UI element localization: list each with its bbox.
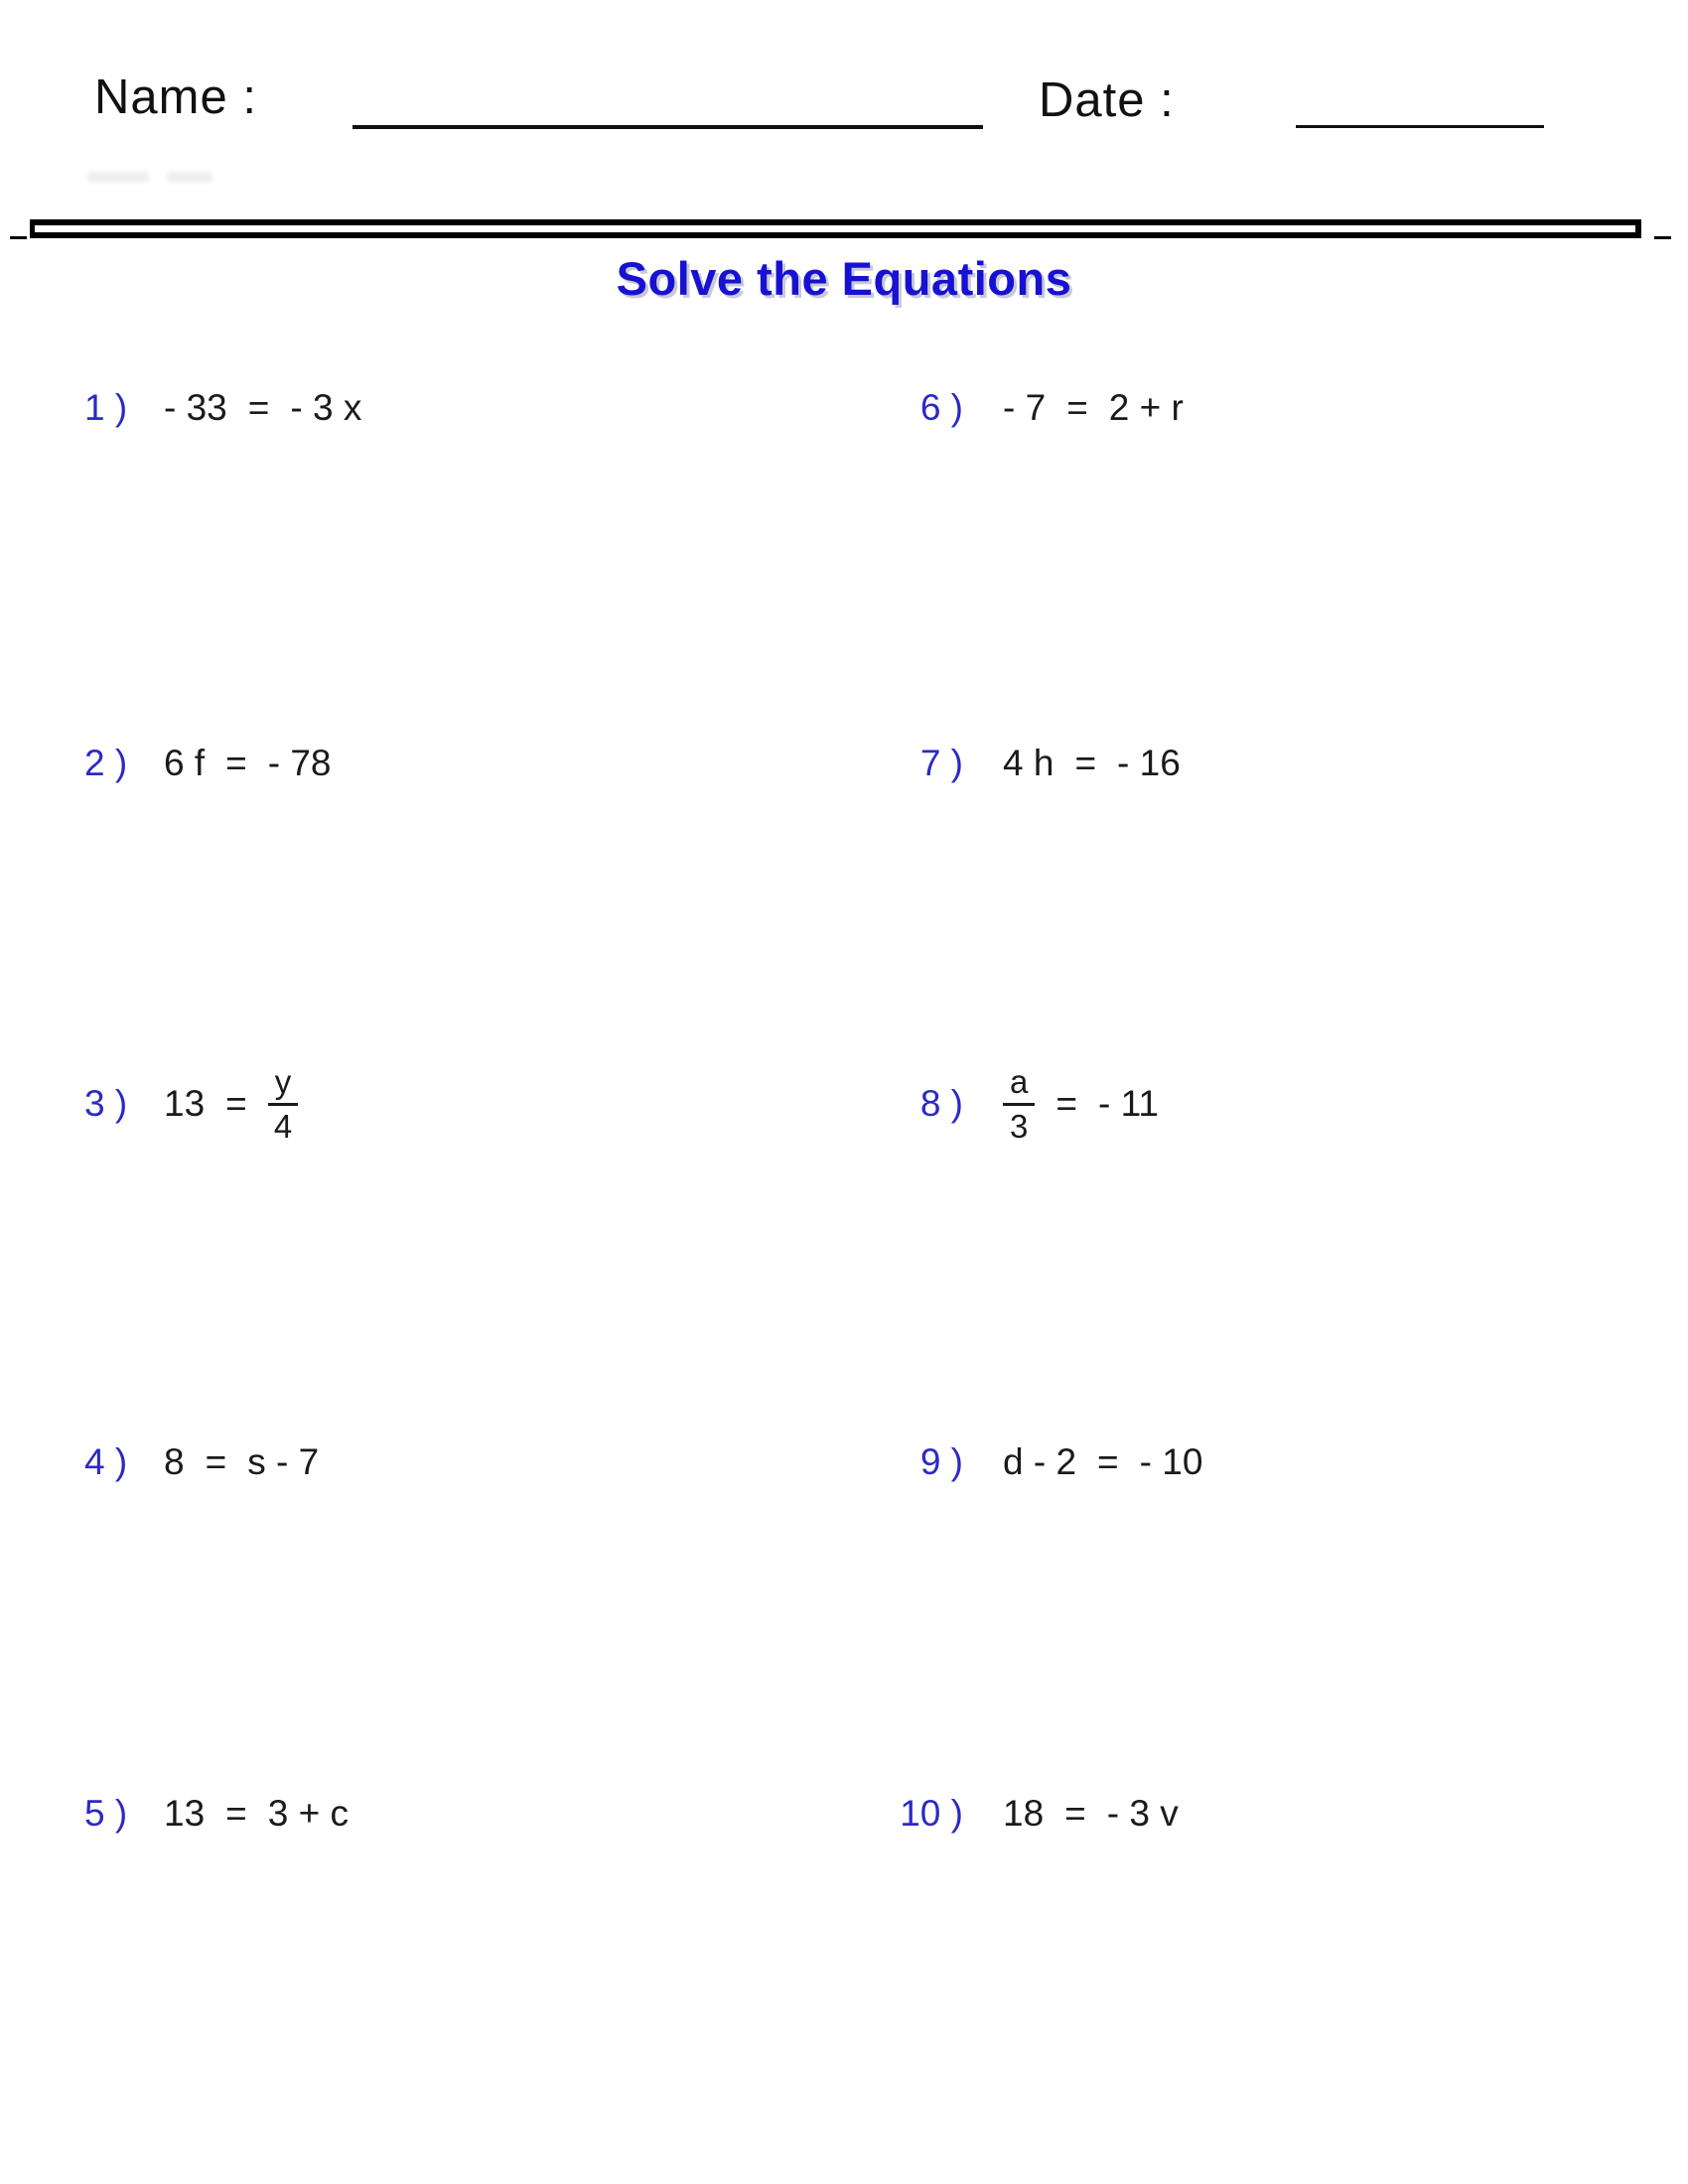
equation-lhs: d - 2 bbox=[1003, 1441, 1077, 1482]
fraction-numerator: y bbox=[268, 1064, 299, 1106]
fraction-numerator: a bbox=[1003, 1064, 1035, 1106]
fraction bbox=[1003, 1064, 1035, 1144]
equals-sign: = bbox=[225, 1793, 247, 1834]
equation-lhs: 6 f bbox=[164, 743, 206, 783]
equation-rhs: 2 + r bbox=[1108, 387, 1184, 428]
problem-2 bbox=[84, 743, 332, 784]
problem-9 bbox=[884, 1441, 1202, 1483]
problem-1 bbox=[84, 387, 361, 429]
problem-number: 3 ) bbox=[84, 1083, 128, 1125]
equals-sign: = bbox=[1066, 387, 1088, 428]
page-title: Solve the Equations bbox=[616, 252, 1072, 305]
equation-lhs: 8 bbox=[164, 1441, 185, 1482]
equation-rhs: - 78 bbox=[267, 743, 332, 783]
problem-7 bbox=[884, 743, 1181, 784]
equation-lhs: 18 bbox=[1003, 1793, 1045, 1834]
fraction-denominator: 3 bbox=[1010, 1107, 1029, 1145]
problem-3 bbox=[84, 1064, 298, 1144]
equals-sign: = bbox=[1074, 743, 1097, 783]
equals-sign: = bbox=[247, 387, 270, 428]
equals-sign: = bbox=[1097, 1441, 1119, 1482]
equation-rhs: - 11 bbox=[1097, 1083, 1159, 1125]
faint-smudge bbox=[87, 172, 149, 183]
problem-number: 6 ) bbox=[919, 387, 963, 428]
problem-number: 8 ) bbox=[919, 1083, 963, 1125]
separator-right-tick bbox=[1654, 236, 1671, 239]
equation-rhs: s - 7 bbox=[247, 1441, 320, 1482]
equation-lhs: 13 bbox=[164, 1083, 206, 1125]
separator-left-tick bbox=[10, 236, 27, 239]
equals-sign: = bbox=[225, 1083, 247, 1125]
name-label: Name : bbox=[94, 70, 257, 124]
problem-number: 4 ) bbox=[84, 1441, 128, 1482]
equals-sign: = bbox=[1055, 1083, 1077, 1125]
equation-rhs: - 10 bbox=[1139, 1441, 1203, 1482]
equals-sign: = bbox=[225, 743, 247, 783]
problem-number: 9 ) bbox=[919, 1441, 963, 1482]
equation-lhs: - 7 bbox=[1003, 387, 1047, 428]
equals-sign: = bbox=[1064, 1793, 1086, 1834]
equation-rhs: 3 + c bbox=[267, 1793, 350, 1834]
faint-smudge bbox=[167, 172, 212, 183]
problem-number: 1 ) bbox=[84, 387, 128, 428]
equals-sign: = bbox=[205, 1441, 227, 1482]
date-label: Date : bbox=[1039, 73, 1175, 127]
equation-lhs: 4 h bbox=[1003, 743, 1055, 783]
equation-lhs: - 33 bbox=[164, 387, 227, 428]
name-underline bbox=[352, 125, 983, 129]
problem-5 bbox=[84, 1793, 349, 1835]
problem-number: 5 ) bbox=[84, 1793, 128, 1834]
date-underline bbox=[1296, 125, 1544, 128]
problem-6 bbox=[884, 387, 1184, 429]
equation-rhs: - 3 x bbox=[290, 387, 362, 428]
fraction-denominator: 4 bbox=[273, 1107, 293, 1145]
problem-number: 2 ) bbox=[84, 743, 128, 783]
problem-number: 10 ) bbox=[900, 1793, 963, 1834]
equation-lhs: 13 bbox=[164, 1793, 206, 1834]
separator-rule bbox=[30, 219, 1641, 238]
problem-number: 7 ) bbox=[919, 743, 963, 783]
problem-8 bbox=[884, 1064, 1159, 1144]
equation-rhs: - 16 bbox=[1117, 743, 1181, 783]
problem-4 bbox=[84, 1441, 319, 1483]
problem-10 bbox=[884, 1793, 1179, 1835]
equation-rhs: - 3 v bbox=[1106, 1793, 1179, 1834]
fraction bbox=[268, 1064, 299, 1144]
